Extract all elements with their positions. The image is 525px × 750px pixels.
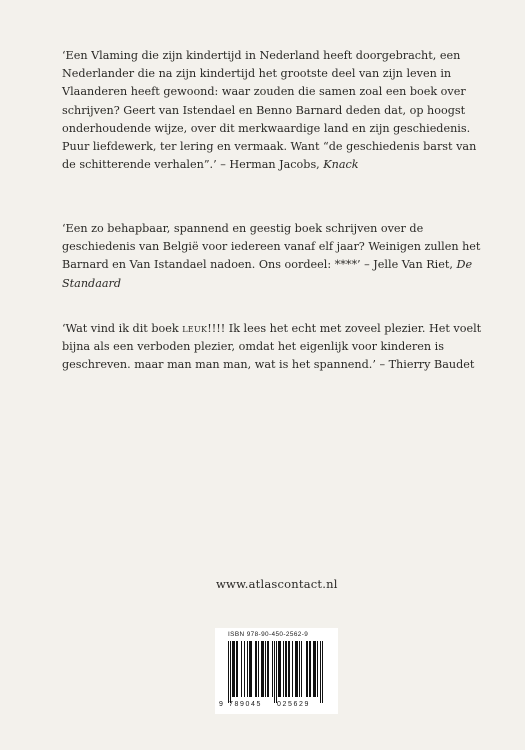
barcode-bar bbox=[295, 641, 296, 697]
barcode-bar bbox=[230, 641, 231, 703]
barcode-bar bbox=[249, 641, 250, 697]
quote-source: Knack bbox=[323, 158, 359, 172]
barcode-bar bbox=[263, 641, 264, 697]
review-quote-baudet bbox=[62, 320, 482, 375]
barcode-bar bbox=[292, 641, 293, 697]
barcode-bar bbox=[274, 641, 275, 703]
barcode-bar bbox=[234, 641, 235, 697]
barcode-bar bbox=[289, 641, 290, 697]
quote-source: De Standaard bbox=[62, 258, 473, 290]
barcode-bar bbox=[280, 641, 281, 697]
barcode-bar bbox=[250, 641, 251, 697]
quote-text: ‘Een Vlaming die zijn kindertijd in Nederland heeft doorgebracht, een Nederlander die na zijn kindertijd het grootste deel van zijn leven in Vlaanderen heeft gewoond: waar zouden die samen zoal een boek over schrijven? Geert van Istendael en Benno Barnard deden dat, op hoogst onderhoudende wijze, over dit merkwaardige land en zijn geschiedenis. Puur liefdewerk, ter lering en vermaak. Want “de geschiedenis barst van de schitterende verhalen”.’ – Herman Jacobs, bbox=[62, 49, 477, 172]
barcode-bar bbox=[256, 641, 257, 697]
barcode-bar bbox=[241, 641, 242, 697]
barcode-bar bbox=[272, 641, 273, 697]
barcode-left-digits: 789045 bbox=[229, 701, 262, 708]
review-quote-knack bbox=[62, 47, 482, 174]
barcode-bar bbox=[278, 641, 279, 697]
barcode-bar bbox=[288, 641, 289, 697]
barcode-bar bbox=[233, 641, 234, 697]
barcode-bar bbox=[310, 641, 311, 697]
barcode-bar bbox=[317, 641, 318, 697]
barcode-bar bbox=[237, 641, 238, 697]
barcode-first-digit: 9 bbox=[219, 701, 225, 708]
publisher-website[interactable]: www.atlascontact.nl bbox=[216, 577, 338, 591]
quote-emphasis: leuk bbox=[182, 322, 208, 335]
barcode-bar bbox=[322, 641, 323, 703]
barcode-bar bbox=[255, 641, 256, 697]
barcode-bar bbox=[306, 641, 307, 697]
barcode-bar bbox=[296, 641, 297, 697]
isbn-label: ISBN 978-90-450-2562-9 bbox=[228, 631, 309, 638]
quote-text: ‘Wat vind ik dit boek bbox=[62, 322, 183, 335]
review-quote-de-standaard bbox=[62, 220, 482, 293]
barcode-bar bbox=[276, 641, 277, 703]
barcode-bar bbox=[265, 641, 266, 697]
barcode-bar bbox=[258, 641, 259, 697]
barcode-bar bbox=[315, 641, 316, 697]
barcode-bar bbox=[279, 641, 280, 697]
barcode-bar bbox=[228, 641, 229, 703]
barcode-bar bbox=[301, 641, 302, 697]
barcode-right-digits: 025629 bbox=[277, 701, 310, 708]
isbn-barcode bbox=[228, 641, 323, 703]
barcode-bar bbox=[307, 641, 308, 697]
barcode-bar bbox=[299, 641, 300, 697]
barcode-bar bbox=[267, 641, 268, 697]
barcode-bar bbox=[313, 641, 314, 697]
barcode-bar bbox=[283, 641, 284, 697]
barcode-bar bbox=[262, 641, 263, 697]
barcode-bar bbox=[309, 641, 310, 697]
quote-text: ‘Een zo behapbaar, spannend en geestig boek schrijven over de geschiedenis van België voor iedereen vanaf elf jaar? Weinigen zullen het Barnard en Van Istandael nadoen. Ons oordeel: ****’ – Jelle Van Riet, bbox=[62, 222, 481, 272]
barcode-bar bbox=[320, 641, 321, 703]
barcode-bar bbox=[247, 641, 248, 697]
barcode-bar bbox=[297, 641, 298, 697]
barcode-bar bbox=[251, 641, 252, 697]
barcode-bar bbox=[244, 641, 245, 697]
barcode-bar bbox=[268, 641, 269, 697]
barcode-bar bbox=[314, 641, 315, 697]
barcode-bar bbox=[232, 641, 233, 697]
barcode-bar bbox=[285, 641, 286, 697]
quote-text: !!!! Ik lees het echt met zoveel plezier. Het voelt bijna als een verboden plezier, omdat het eigenlijk voor kinderen is geschreven. maar man man man, wat is het spannend.’ – Thierry Baudet bbox=[62, 322, 482, 372]
barcode-bar bbox=[286, 641, 287, 697]
barcode-bar bbox=[236, 641, 237, 697]
barcode-bar bbox=[261, 641, 262, 697]
